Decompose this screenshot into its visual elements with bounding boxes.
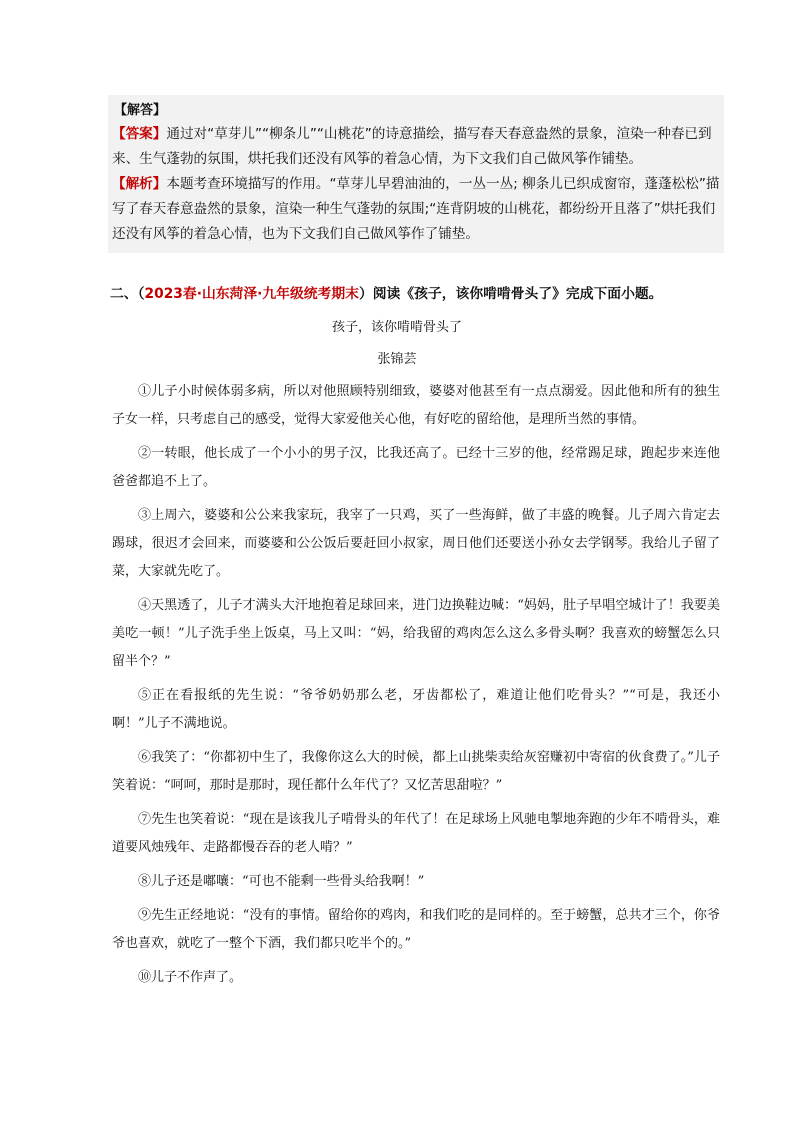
essay-body <box>112 378 720 998</box>
answer-box <box>108 95 724 253</box>
analysis-text: 本题考查环境描写的作用。“草芽儿早碧油油的，一丛一丛; 柳条儿已织成窗帘，蓬蓬松松”描写了春天春意盎然的景象，渲染一种生气蓬勃的氛围;“连背阴坡的山桃花，都纷纷开且落了”烘托我们还没有风筝的着急心情，也为下文我们自己做风筝作了铺垫。 <box>112 176 720 242</box>
essay-paragraph: ⑧儿子还是嘟嚷：“可也不能剩一些骨头给我啊！” <box>138 874 425 889</box>
question-number: 二、（ <box>110 286 145 302</box>
essay-author: 张锦芸 <box>377 352 417 367</box>
answer-text: 通过对“草芽儿”“柳条儿”“山桃花”的诗意描绘，描写春天春意盎然的景象，渲染一种春已到来、生气蓬勃的氛围，烘托我们还没有风筝的着急心情，为下文我们自己做风筝作铺垫。 <box>112 126 712 167</box>
essay-paragraph: ④天黑透了，儿子才满头大汗地抱着足球回来，进门边换鞋边喊：“妈妈，肚子早唱空城计了！我要美美吃一顿！”儿子洗手坐上饭桌，马上又叫：“妈，给我留的鸡肉怎么这么多骨头啊？我喜欢的螃蟹怎么只留半个？” <box>112 598 720 669</box>
answer-paragraph <box>112 122 720 172</box>
question-source: 2023春·山东菏泽·九年级统考期末 <box>144 286 359 302</box>
essay-paragraph: ①儿子小时候体弱多病，所以对他照顾特别细致，婆婆对他甚至有一点点溺爱。因此他和所有的独生子女一样，只考虑自己的感受，觉得大家爱他关心他，有好吃的留给他，是理所当然的事情。 <box>112 384 720 427</box>
essay-paragraph: ⑦先生也笑着说：“现在是该我儿子啃骨头的年代了！在足球场上风驰电掣地奔跑的少年不啃骨头，难道要风烛残年、走路都慢吞吞的老人啃？” <box>112 812 720 855</box>
question-title <box>110 282 662 302</box>
analysis-tag: 【解析】 <box>112 176 167 192</box>
essay-paragraph: ②一转眼，他长成了一个小小的男子汉，比我还高了。已经十三岁的他，经常踢足球，跑起步来连他爸爸都追不上了。 <box>112 446 720 489</box>
essay-paragraph: ⑤正在看报纸的先生说：“爷爷奶奶那么老，牙齿都松了，难道让他们吃骨头？”“可是，我还小啊！”儿子不满地说。 <box>112 688 720 731</box>
question-instruction: ）阅读《孩子，该你啃啃骨头了》完成下面小题。 <box>358 286 663 302</box>
essay-paragraph: ⑩儿子不作声了。 <box>138 970 243 985</box>
answer-tag: 【答案】 <box>112 126 167 142</box>
essay-paragraph: ⑥我笑了：“你都初中生了，我像你这么大的时候，都上山挑柴卖给灰窑赚初中寄宿的伙食费了。”儿子笑着说：“呵呵，那时是那时，现任都什么年代了？又忆苦思甜啦？” <box>112 750 720 793</box>
solution-heading: 【解答】 <box>114 103 167 118</box>
essay-paragraph: ⑨先生正经地说：“没有的事情。留给你的鸡肉，和我们吃的是同样的。至于螃蟹，总共才三个，你爷爷也喜欢，就吃了一整个下酒，我们都只吃半个的。” <box>112 908 720 951</box>
analysis-paragraph <box>112 172 720 247</box>
essay-paragraph: ③上周六，婆婆和公公来我家玩，我宰了一只鸡，买了一些海鲜，做了丰盛的晚餐。儿子周六肯定去踢球，很迟才会回来，而婆婆和公公饭后要赶回小叔家，周日他们还要送小孙女去学钢琴。我给儿子留了菜，大家就先吃了。 <box>112 508 720 579</box>
essay-title: 孩子，该你啃啃骨头了 <box>331 320 462 335</box>
